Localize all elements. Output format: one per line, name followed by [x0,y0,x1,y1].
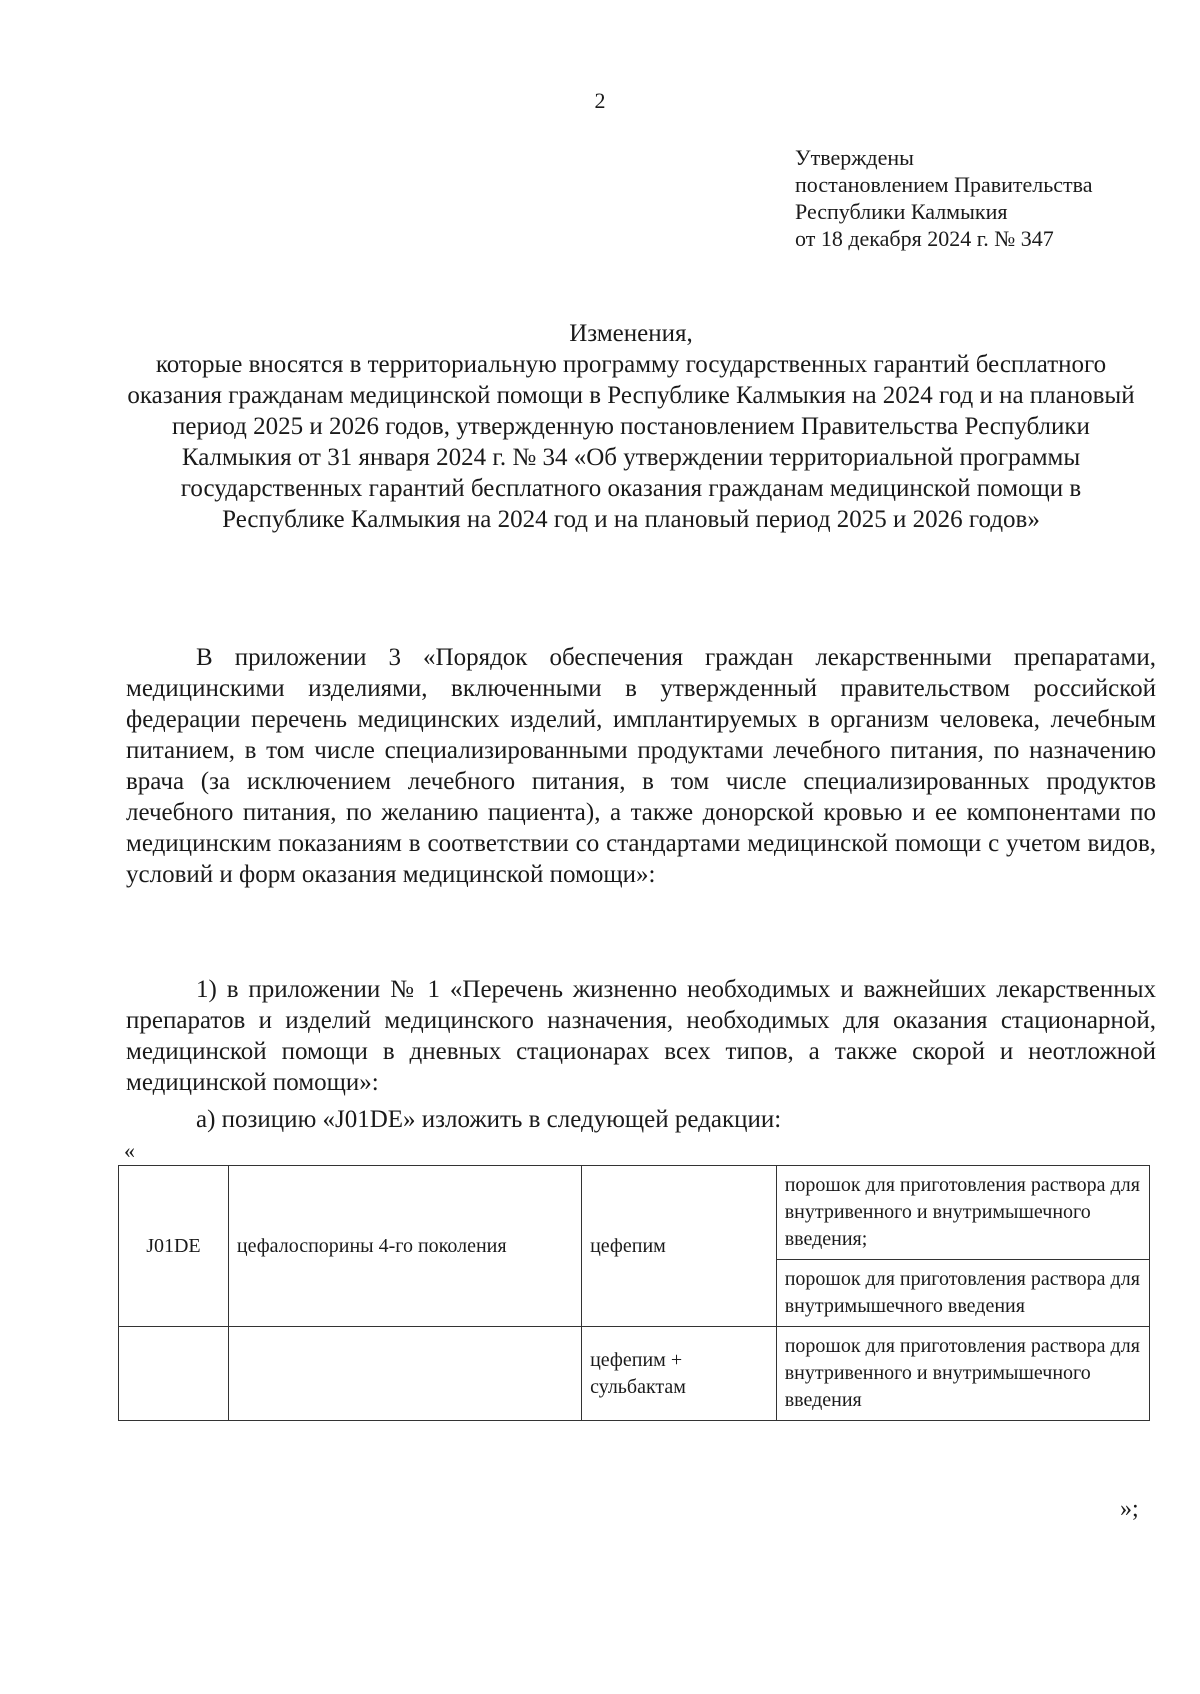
approval-line: Утверждены [795,145,914,170]
open-quote: « [124,1138,135,1163]
title-text: которые вносятся в территориальную программу государственных гарантий бесплатного оказания гражданам медицинской помощи в Республике Калмыкия на 2024 год и на плановый период 2025 и 2026 годов, утвержденную постановлением Правительства Республики Калмыкия от 31 января 2024 г. № 34 «Об утверждении территориальной программы государственных гарантий бесплатного оказания гражданам медицинской помощи в Республике Калмыкия на 2024 год и на плановый период 2025 и 2026 годов» [127,351,1135,533]
drug-group-cell: цефалоспорины 4-го поколения [228,1166,581,1327]
close-quote: »; [1120,1496,1139,1522]
paragraph-appendix-1: 1) в приложении № 1 «Перечень жизненно необходимых и важнейших лекарственных препаратов и изделий медицинского назначения, необходимых для оказания стационарной, медицинской помощи в дневных стационарах всех типов, а также скорой и неотложной медицинской помощи»: [126,976,1156,1096]
drug-name-cell: цефепим [582,1166,777,1327]
drug-group-cell-empty [228,1327,581,1421]
drug-name-cell: цефепим + сульбактам [582,1327,777,1421]
page-number: 2 [594,88,606,113]
table-row [119,1327,1150,1421]
dosage-form-cell: порошок для приготовления раствора для внутримышечного введения [776,1260,1149,1327]
document-title [126,318,1136,535]
approval-line: Республики Калмыкия [795,199,1008,224]
medication-table [118,1165,1150,1421]
paragraph-appendix-3: В приложении 3 «Порядок обеспечения граждан лекарственными препаратами, медицинскими изделиями, включенными в утвержденный правительством российской федерации перечень медицинских изделий, имплантируемых в организм человека, лечебным питанием, в том числе специализированными продуктами лечебного питания, по назначению врача (за исключением лечебного питания, в том числе специализированных продуктов лечебного питания, по желанию пациента), а также донорской кровью и ее компонентами по медицинским показаниям в соответствии со стандартами медицинской помощи с учетом видов, условий и форм оказания медицинской помощи»: [126,644,1156,888]
paragraph-position: а) позицию «J01DE» изложить в следующей редакции: [196,1106,782,1133]
table-row [119,1166,1150,1260]
approval-line: постановлением Правительства [795,172,1093,197]
atc-code-cell: J01DE [119,1166,229,1327]
title-heading: Изменения, [569,320,693,347]
dosage-form-cell: порошок для приготовления раствора для внутривенного и внутримышечного введения [776,1327,1149,1421]
atc-code-cell-empty [119,1327,229,1421]
approval-line: от 18 декабря 2024 г. № 347 [795,226,1054,251]
dosage-form-cell: порошок для приготовления раствора для внутривенного и внутримышечного введения; [776,1166,1149,1260]
approval-block [795,144,1093,252]
